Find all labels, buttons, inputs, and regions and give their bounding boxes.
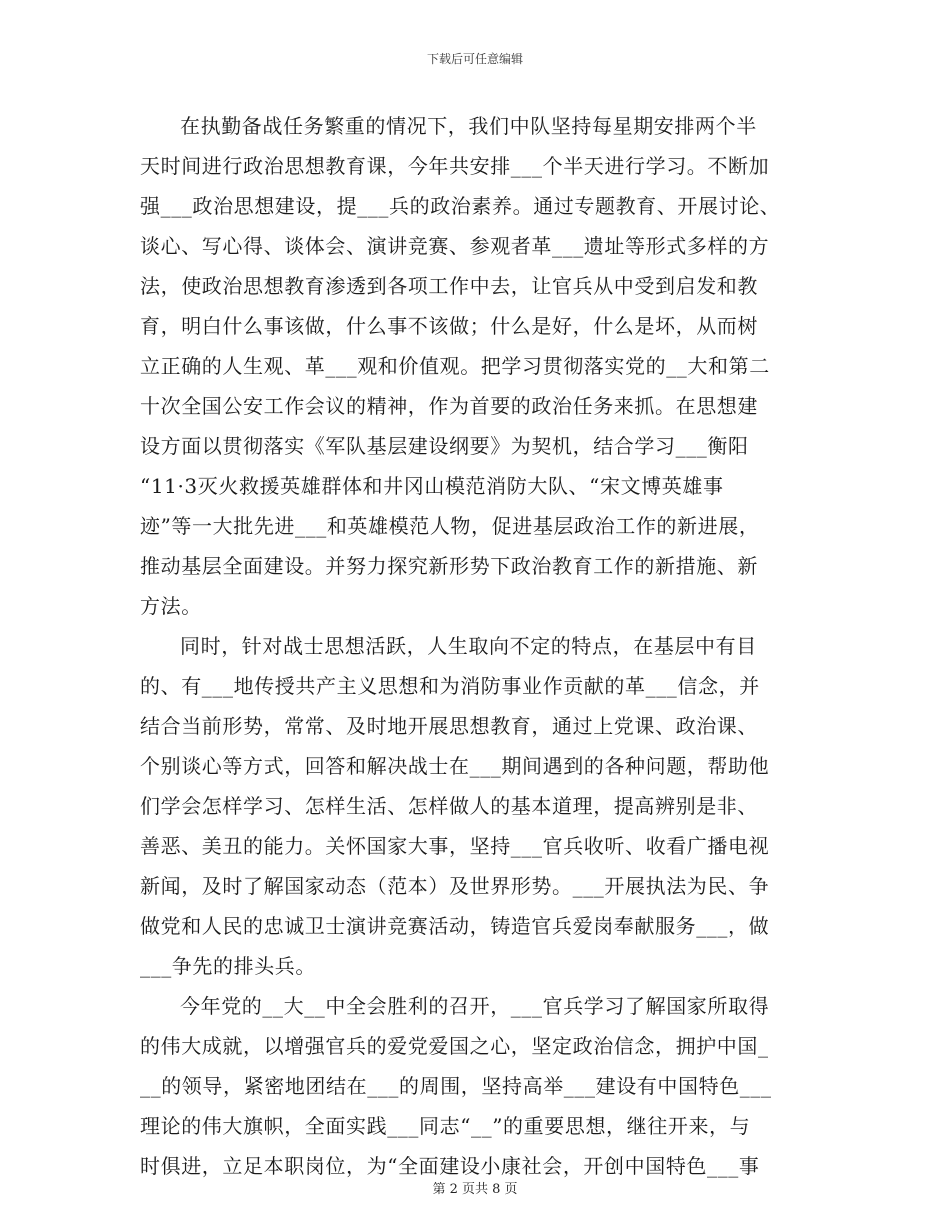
- page-footer: 第 2 页共 8 页: [432, 1182, 518, 1197]
- text-line: 在执勤备战任务繁重的情况下，我们中队坚持每星期安排两个半: [180, 114, 757, 138]
- text-line: ___争先的排头兵。: [140, 954, 316, 978]
- text-line: 十次全国公安工作会议的精神，作为首要的政治任务来抓。在思想建: [140, 394, 758, 418]
- paragraph-3: [140, 986, 800, 1186]
- paragraph-2: [140, 626, 800, 986]
- text-line: 理论的伟大旗帜，全面实践___同志“__”的重要思想，继往开来，与: [140, 1114, 751, 1138]
- text-line: 的伟大成就，以增强官兵的爱党爱国之心，坚定政治信念，拥护中国_: [140, 1034, 769, 1058]
- text-line: 法，使政治思想教育渗透到各项工作中去，让官兵从中受到启发和教: [140, 274, 758, 298]
- text-line: 立正确的人生观、革___观和价值观。把学习贯彻落实党的__大和第二: [140, 354, 770, 378]
- text-line: 们学会怎样学习、怎样生活、怎样做人的基本道理，提高辨别是非、: [140, 794, 758, 818]
- text-line: 育，明白什么事该做，什么事不该做；什么是好，什么是坏，从而树: [140, 314, 758, 338]
- document-body: [140, 106, 800, 1186]
- text-line: 设方面以贯彻落实《军队基层建设纲要》为契机，结合学习___衡阳: [140, 434, 749, 458]
- text-line: 时俱进，立足本职岗位，为“全面建设小康社会，开创中国特色___事: [140, 1154, 760, 1178]
- text-line: 新闻，及时了解国家动态（范本）及世界形势。___开展执法为民、争: [140, 874, 770, 898]
- paragraph-1: [140, 106, 800, 626]
- text-line: 强___政治思想建设，提___兵的政治素养。通过专题教育、开展讨论、: [140, 194, 781, 218]
- text-line: 结合当前形势，常常、及时地开展思想教育，通过上党课、政治课、: [140, 714, 758, 738]
- text-line: 迹”等一大批先进___和英雄模范人物，促进基层政治工作的新进展，: [140, 514, 760, 538]
- text-line: 谈心、写心得、谈体会、演讲竞赛、参观者革___遗址等形式多样的方: [140, 234, 770, 258]
- text-line: 天时间进行政治思想教育课，今年共安排___个半天进行学习。不断加: [140, 154, 770, 178]
- text-line: “11·3灭火救援英雄群体和井冈山模范消防大队、“宋文博英雄事: [140, 474, 724, 498]
- text-line: 的、有___地传授共产主义思想和为消防事业作贡献的革___信念，并: [140, 674, 760, 698]
- text-line: 今年党的__大__中全会胜利的召开，___官兵学习了解国家所取得: [180, 994, 770, 1018]
- text-line: 同时，针对战士思想活跃，人生取向不定的特点，在基层中有目: [180, 634, 757, 658]
- text-line: 方法。: [140, 594, 202, 618]
- text-line: 善恶、美丑的能力。关怀国家大事，坚持___官兵收听、收看广播电视: [140, 834, 770, 858]
- page-header: 下载后可任意编辑: [426, 52, 523, 66]
- text-line: 个别谈心等方式，回答和解决战士在___期间遇到的各种问题，帮助他: [140, 754, 770, 778]
- text-line: 推动基层全面建设。并努力探究新形势下政治教育工作的新措施、新: [140, 554, 758, 578]
- text-line: 做党和人民的忠诚卫士演讲竞赛活动，铸造官兵爱岗奉献服务___，做: [140, 914, 770, 938]
- text-line: __的领导，紧密地团结在___的周围，坚持高举___建设有中国特色___: [140, 1074, 772, 1098]
